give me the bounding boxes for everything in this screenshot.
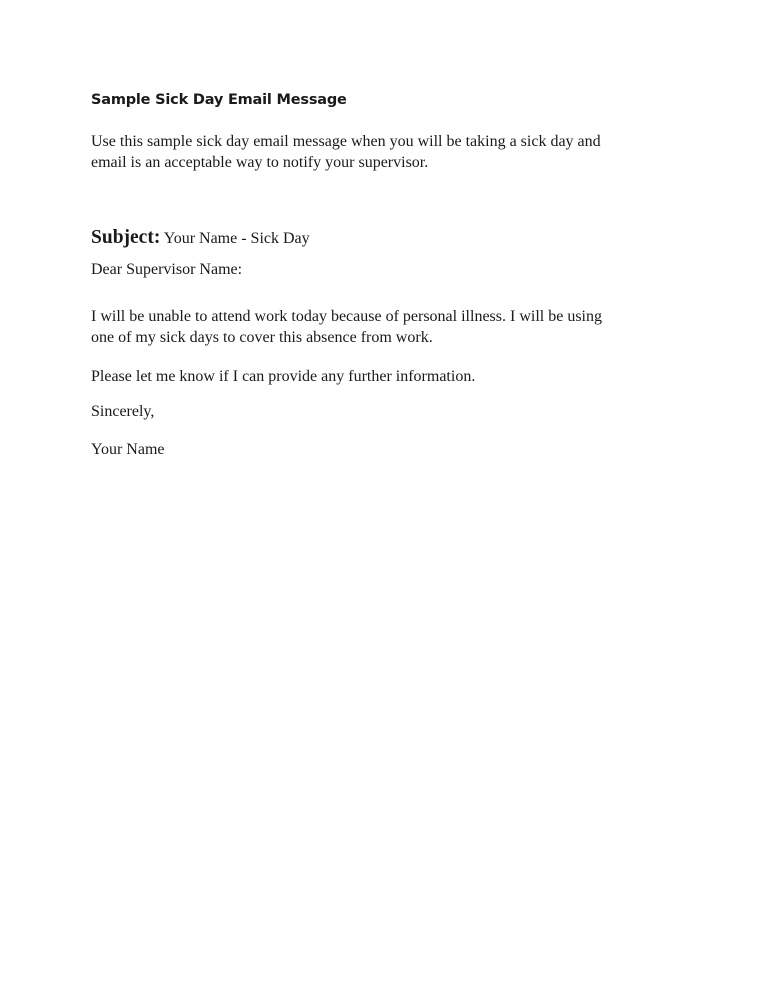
intro-line-2: email is an acceptable way to notify your supervisor.	[91, 154, 429, 171]
body-line-2: one of my sick days to cover this absence from work.	[91, 329, 433, 346]
email-closing: Sincerely,	[91, 403, 155, 420]
email-followup: Please let me know if I can provide any further information.	[91, 368, 476, 385]
intro-paragraph	[91, 131, 671, 173]
subject-label: Subject:	[91, 227, 161, 248]
email-signature: Your Name	[91, 441, 165, 458]
document-title: Sample Sick Day Email Message	[91, 92, 347, 108]
body-line-1: I will be unable to attend work today because of personal illness. I will be using	[91, 308, 602, 325]
email-greeting: Dear Supervisor Name:	[91, 261, 243, 278]
email-body-paragraph	[91, 306, 671, 348]
intro-line-1: Use this sample sick day email message when you will be taking a sick day and	[91, 133, 601, 150]
subject-value: Your Name - Sick Day	[163, 230, 310, 247]
email-subject	[91, 227, 310, 249]
